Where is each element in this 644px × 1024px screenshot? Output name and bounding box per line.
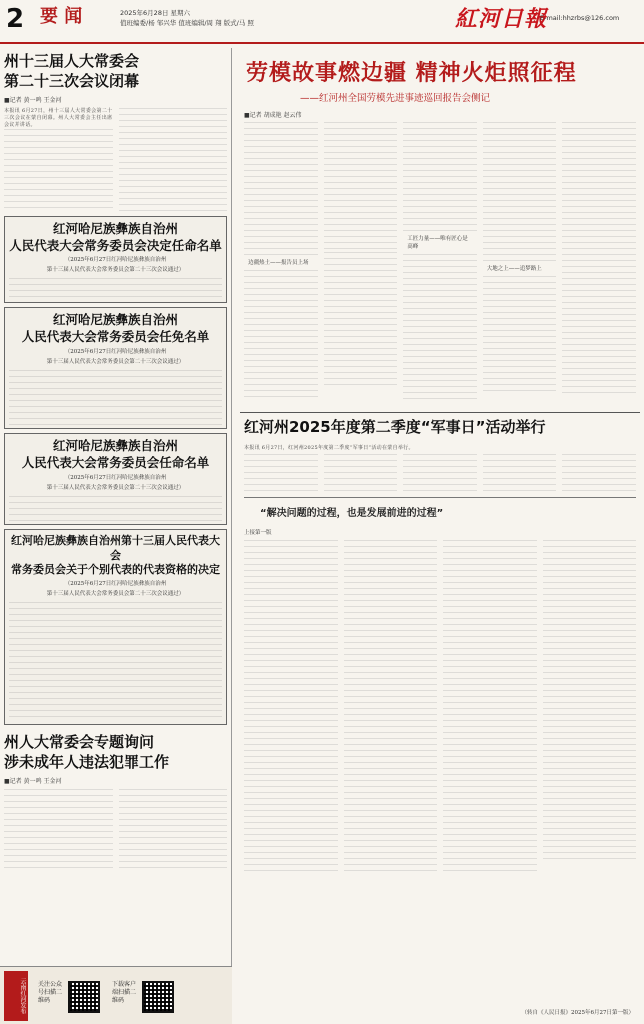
appointment-box-2-title: 红河哈尼族彝族自治州 人民代表大会常务委员会任免名单 xyxy=(21,312,210,345)
military-day-lead: 本报讯 6月27日，红河州2025年度第二季度“军事日”活动在蒙自举行。 xyxy=(244,445,414,452)
qualification-box xyxy=(4,529,227,725)
story1-text-block xyxy=(4,129,113,209)
story2-byline: ■记者 黄一鸣 王金河 xyxy=(4,778,62,786)
right-column xyxy=(240,48,640,1024)
qr-label-2: 下载客户端扫描二维码 xyxy=(112,981,137,1004)
military-day-headline: 红河州2025年度第二季度“军事日”活动举行 xyxy=(240,412,640,443)
qr-code-icon[interactable] xyxy=(68,981,100,1013)
qualification-box-note-2: 第十三届人民代表大会常务委员会第二十三次会议通过） xyxy=(46,591,185,598)
appointment-box-2-note: （2025年6月27日红河哈尼族彝族自治州 xyxy=(64,349,167,356)
feature-text-3b xyxy=(403,254,477,404)
feature-text-1 xyxy=(244,122,318,258)
appointment-box-3 xyxy=(4,433,227,525)
appointment-box-2-note-2: 第十三届人民代表大会常务委员会第二十三次会议通过） xyxy=(46,359,185,366)
appointment-box-2-list xyxy=(9,370,222,426)
qr-label-1: 关注公众号扫描二维码 xyxy=(38,981,63,1004)
feature-text-1b xyxy=(244,270,318,400)
feature-text-5 xyxy=(562,122,636,396)
appointment-box-3-note-2: 第十三届人民代表大会常务委员会第二十三次会议通过） xyxy=(46,484,185,491)
feature-subhead-2: 工匠力量——唯有匠心是高峰 xyxy=(407,236,468,251)
feature-text-4b xyxy=(483,276,557,396)
story1-body xyxy=(0,108,231,212)
appointment-box-1-note-2: 第十三届人民代表大会常务委员会第二十三次会议通过） xyxy=(46,267,185,274)
feature-body xyxy=(240,122,640,404)
section-name: 要 闻 xyxy=(40,6,83,27)
story2-text-block xyxy=(4,789,113,869)
brand-tag: 云南红河发布 xyxy=(4,971,28,1021)
feature-text-3 xyxy=(403,122,477,234)
contact-email: E-mail:hhzrbs@126.com xyxy=(540,14,620,22)
appointment-box-1-title: 红河哈尼族彝族自治州 人民代表大会常务委员会决定任命名单 xyxy=(9,220,222,253)
military-day-body xyxy=(240,454,640,494)
feature-subheadline: ——红河州全国劳模先进事迹巡回报告会侧记 xyxy=(300,92,491,104)
appointment-box-2 xyxy=(4,307,227,429)
story1-headline: 州十三届人大常委会 第二十三次会议闭幕 xyxy=(4,52,140,90)
appointment-box-1-note: （2025年6月27日红河哈尼族彝族自治州 xyxy=(64,257,167,264)
story2-headline: 州人大常委会专题询问 涉未成年人违法犯罪工作 xyxy=(4,733,170,771)
feature-text-2 xyxy=(324,122,398,252)
bottom-promo-strip xyxy=(0,966,232,1024)
appointment-box-1 xyxy=(4,216,227,304)
feature-text-2b xyxy=(324,252,398,388)
newspaper-logo: 紅河日報 xyxy=(455,6,548,32)
page-number: 2 xyxy=(6,4,25,34)
essay-headline: “解决问题的过程，也是发展前进的过程” xyxy=(260,508,444,520)
essay-kicker: 上接第一版 xyxy=(244,529,272,536)
story1-byline: ■记者 黄一鸣 王金河 xyxy=(4,97,62,104)
editor-credits: 值班编委/杨 邹兴华 值班编辑/周 翔 版式/马 照 xyxy=(120,19,254,28)
qr-code-icon[interactable] xyxy=(142,981,174,1013)
masthead xyxy=(0,0,644,44)
story2-text-block-2 xyxy=(119,789,228,869)
feature-text-4 xyxy=(483,122,557,264)
masthead-info xyxy=(120,8,254,29)
story2-body xyxy=(0,789,231,869)
appointment-box-3-list xyxy=(9,496,222,522)
appointment-box-3-note: （2025年6月27日红河哈尼族彝族自治州 xyxy=(64,474,167,481)
left-column xyxy=(0,48,232,1024)
qualification-box-text xyxy=(9,602,222,722)
qualification-box-note: （2025年6月27日红河哈尼族彝族自治州 xyxy=(64,581,167,588)
feature-subhead-3: 大地之上——追梦路上 xyxy=(486,266,542,273)
feature-byline: ■记者 胡成艳 赵云伟 xyxy=(244,111,302,119)
story1-lead: 本报讯 6月27日，州十三届人大常委会第二十三次会议在蒙自闭幕。州人大常委会主任出席会议并讲话。 xyxy=(4,107,113,129)
appointment-box-1-list xyxy=(9,278,222,300)
essay-body xyxy=(240,540,640,876)
story1-text-block-2 xyxy=(119,108,228,212)
qualification-box-title: 红河哈尼族彝族自治州第十三届人民代表大会 常务委员会关于个别代表的代表资格的决定 xyxy=(11,533,220,577)
feature-subhead-1: 边疆热土——报告员上场 xyxy=(248,260,309,267)
feature-headline: 劳模故事燃边疆 精神火炬照征程 xyxy=(246,61,577,86)
issue-date: 2025年6月28日 星期六 xyxy=(120,9,191,17)
appointment-box-3-title: 红河哈尼族彝族自治州 人民代表大会常务委员会任命名单 xyxy=(21,438,210,470)
essay-credit: （转自《人民日报》2025年6月27日第一版） xyxy=(521,1010,634,1017)
